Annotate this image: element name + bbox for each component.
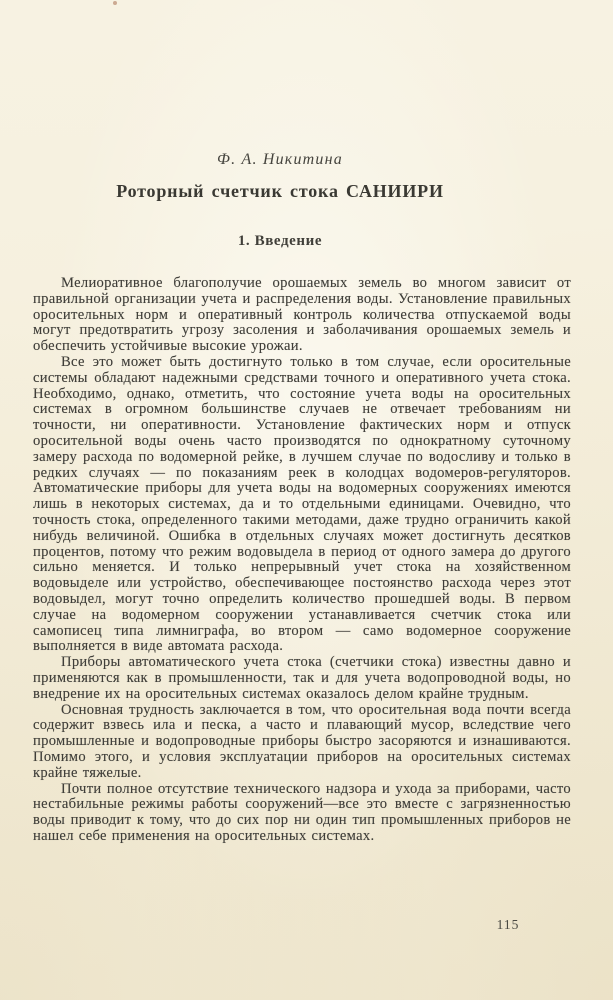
section-heading: 1. Введение [237,233,323,249]
body-paragraph: Почти полное отсутствие технического надзора и ухода за приборами, часто нестабильные режимы работы сооружений—все это вместе с загрязненностью воды приводит к тому, что до сих пор ни один тип промышленных приборов не нашел себе применения на оросительных системах. [33,780,571,844]
body-paragraph: Мелиоративное благополучие орошаемых земель во многом зависит от правильной организации учета и распределения воды. Установление правильных оросительных норм и оперативный контроль количества отпускаемой воды могут предотвратить угрозу засоления и заболачивания орошаемых земель и обеспечить устойчивые высокие урожаи. [33,275,571,355]
body-paragraph: Приборы автоматического учета стока (счетчики стока) известны давно и применяются как в промышленности, так и для учета водопроводной воды, но внедрение их на оросительных системах оказалось делом крайне трудным. [33,654,571,702]
author-byline: Ф. А. Никитина [217,151,343,168]
page-number: 115 [496,917,520,932]
body-text-column [33,276,571,845]
paper-speck [113,1,117,5]
body-paragraph: Основная трудность заключается в том, что оросительная вода почти всегда содержит взвесь ила и песка, а часто и плавающий мусор, вследствие чего промышленные и водопроводные приборы быстро засоряются и изнашиваются. Помимо этого, и условия эксплуатации приборов на оросительных системах крайне тяжелые. [33,701,571,781]
article-title: Роторный счетчик стока САНИИРИ [116,181,444,201]
body-paragraph: Все это может быть достигнуто только в том случае, если оросительные системы обладают надежными средствами точного и оперативного учета стока. Необходимо, однако, отметить, что состояние учета воды на оросительных системах в огромном большинстве случаев не отвечает требованиям ни точности, ни оперативности. Установление фактических норм и отпуск оросительной воды очень часто производятся по однократному суточному замеру расхода по водомерной рейке, в лучшем случае по водосливу и только в редких случаях — по показаниям реек в колодцах водомеров-регуляторов. Автоматические приборы для учета воды на водомерных сооружениях имеются лишь в некоторых системах, да и то отдельными единицами. Очевидно, что точность стока, определенного такими методами, даже трудно ограничить какой нибудь величиной. Ошибка в отдельных случаях может достигнуть десятков процентов, потому что режим водовыдела в период от одного замера до другого сильно меняется. И только непрерывный учет стока на хозяйственном водовыделе или устройство, обеспечивающее постоянство расхода через этот водовыдел, могут точно определить количество прошедшей воды. В первом случае на водомерном сооружении устанавливается счетчик стока или самописец типа лимниграфа, во втором — само водомерное сооружение выполняется в виде автомата расхода. [33,353,571,655]
